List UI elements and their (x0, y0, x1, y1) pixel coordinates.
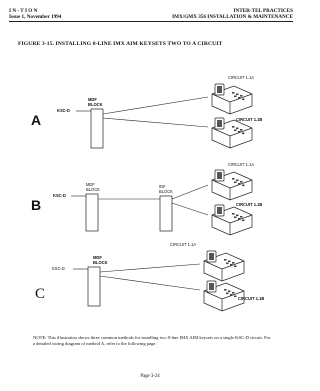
section-a-mdf-line1: MDF (88, 97, 97, 102)
section-b-idf-label (159, 185, 173, 194)
section-c-mdf-line2: BLOCK (93, 259, 108, 265)
section-b-circuit-1a: CIRCUIT 1.1A (228, 162, 255, 167)
section-b-idf-line1: IDF (159, 184, 166, 189)
section-c-letter: C (35, 286, 46, 302)
section-a-mdf-block (91, 109, 103, 148)
section-b-mdf-line2: BLOCK (86, 186, 100, 192)
section-a-mdf-label (88, 98, 103, 107)
header-manual-title: IMX/GMX 356 INSTALLATION & MAINTENANCE (172, 13, 293, 20)
section-b-mdf-label (86, 183, 100, 192)
section-a-letter: A (31, 112, 42, 128)
section-b-mdf-line1: MDF (86, 182, 95, 187)
header-issue-date: Issue 1, November 1994 (9, 13, 62, 20)
section-a-circuit-1b: CIRCUIT 1.1B (236, 117, 263, 122)
section-c-mdf-block (88, 267, 100, 306)
section-c-mdf-line1: MDF (93, 255, 102, 260)
figure-note: NOTE: This illustration shows three common methods for installing two 8-line IMX AIM keysets on a single KSC-D circuit. For a detailed wiring diagram of method A, refer to the following page. (33, 335, 271, 346)
section-b-drawing (71, 170, 252, 235)
section-c-mdf-label (93, 256, 108, 265)
section-b-mdf-block (86, 194, 98, 231)
section-a-drawing (76, 84, 252, 148)
page-number: Page 3-24 (140, 374, 160, 379)
section-b-idf-block (160, 196, 172, 231)
section-a-ksc-label: KSC-D (57, 108, 70, 113)
section-b-keyset-1b (212, 205, 252, 235)
section-b-idf-line2: BLOCK (159, 188, 173, 194)
section-b-ksc-label: KSC-D (53, 193, 66, 198)
section-a-keyset-1a (212, 84, 252, 114)
section-c-circuit-1a: CIRCUIT 1.1A (170, 242, 197, 247)
header-manual-code: I N - T I O N (9, 8, 38, 14)
figure-title: FIGURE 3-15. INSTALLING 8-LINE IMX AIM KEYSETS TWO TO A CIRCUIT (18, 41, 223, 47)
section-b-circuit-1b: CIRCUIT 1.1B (236, 202, 263, 207)
section-b-letter: B (31, 197, 42, 213)
section-a-circuit-1a: CIRCUIT 1.1A (228, 75, 255, 80)
section-b-keyset-1a (212, 170, 252, 200)
section-c-keyset-1a (204, 251, 244, 281)
section-a-mdf-line2: BLOCK (88, 101, 103, 107)
section-c-ksc-label: KSC-D (52, 266, 65, 271)
header-practices: INTER-TEL PRACTICES (233, 8, 293, 14)
section-c-circuit-1b: CIRCUIT 1.1B (238, 296, 265, 301)
